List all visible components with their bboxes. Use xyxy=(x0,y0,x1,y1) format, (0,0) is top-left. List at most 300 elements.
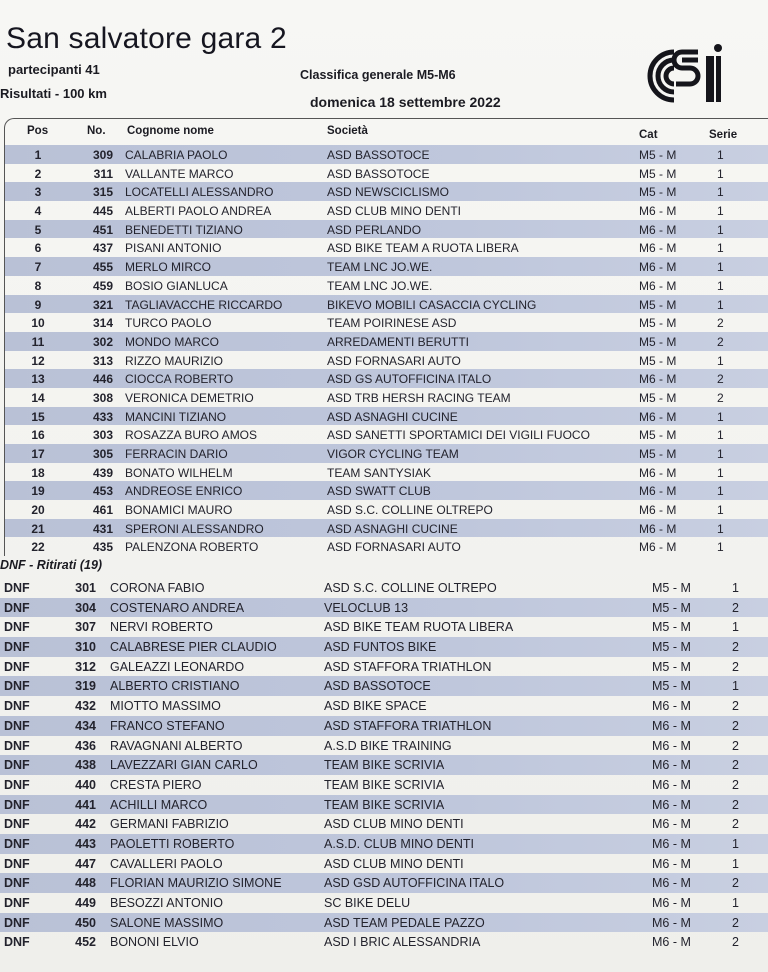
cell-pos: 16 xyxy=(31,428,45,443)
cell-team: ASD FORNASARI AUTO xyxy=(327,353,461,368)
cell-team: VELOCLUB 13 xyxy=(324,600,409,615)
cell-name: CALABRIA PAOLO xyxy=(125,148,228,162)
cell-number: 309 xyxy=(92,148,113,162)
cell-name: GALEAZZI LEONARDO xyxy=(110,659,245,674)
cell-category: M6 - M xyxy=(639,372,677,387)
cell-team: VIGOR CYCLING TEAM xyxy=(327,447,459,461)
cell-serie: 2 xyxy=(732,659,739,674)
csi-logo-icon xyxy=(646,42,728,108)
cell-serie: 2 xyxy=(732,876,739,891)
cell-serie: 1 xyxy=(717,260,724,275)
cell-category: M6 - M xyxy=(652,856,691,871)
table-row xyxy=(0,598,768,618)
cell-team: ASD BASSOTOCE xyxy=(324,679,431,694)
cell-team: ASD BIKE SPACE xyxy=(324,699,427,714)
cell-pos: 6 xyxy=(34,241,42,256)
cell-category: M6 - M xyxy=(639,260,677,275)
cell-number: 305 xyxy=(92,447,113,461)
cell-team: ASD BIKE TEAM A RUOTA LIBERA xyxy=(327,241,519,256)
cell-number: 310 xyxy=(75,640,96,655)
cell-number: 431 xyxy=(92,521,113,536)
cell-number: 437 xyxy=(92,241,113,256)
cell-name: MERLO MIRCO xyxy=(125,260,212,275)
cell-category: M6 - M xyxy=(652,896,691,910)
cell-pos: 8 xyxy=(34,278,42,293)
cell-serie: 1 xyxy=(717,166,724,181)
cell-number: 442 xyxy=(75,817,96,832)
cell-pos: 20 xyxy=(31,503,45,518)
cell-team: SC BIKE DELU xyxy=(324,896,411,910)
table-row xyxy=(0,795,768,815)
table-header xyxy=(5,119,768,145)
cell-category: M6 - M xyxy=(639,540,677,555)
cell-pos: 14 xyxy=(31,390,45,405)
cell-name: BONONI ELVIO xyxy=(110,935,199,950)
cell-category: M5 - M xyxy=(639,428,677,443)
cell-name: BENEDETTI TIZIANO xyxy=(125,222,243,237)
cell-serie: 1 xyxy=(717,297,724,312)
cell-team: ASD BIKE TEAM RUOTA LIBERA xyxy=(324,620,514,635)
cell-name: CORONA FABIO xyxy=(110,581,205,595)
table-row xyxy=(5,201,768,220)
cell-name: ALBERTO CRISTIANO xyxy=(110,679,240,694)
cell-pos: DNF xyxy=(4,718,30,733)
cell-team: ASD TRB HERSH RACING TEAM xyxy=(327,390,511,405)
table-row xyxy=(5,145,768,164)
cell-category: M6 - M xyxy=(652,718,691,733)
cell-team: ASD STAFFORA TRIATHLON xyxy=(324,659,492,674)
table-row xyxy=(5,537,768,556)
cell-category: M6 - M xyxy=(639,521,677,536)
table-row xyxy=(0,893,768,913)
cell-category: M6 - M xyxy=(652,915,691,930)
cell-name: ROSAZZA BURO AMOS xyxy=(125,428,258,443)
cell-name: CAVALLERI PAOLO xyxy=(110,856,223,871)
cell-pos: 13 xyxy=(31,372,45,387)
table-row xyxy=(0,676,768,696)
cell-number: 321 xyxy=(92,297,113,312)
cell-pos: 21 xyxy=(31,521,45,536)
cell-pos: 2 xyxy=(34,166,42,181)
cell-serie: 2 xyxy=(732,817,739,832)
cell-number: 446 xyxy=(92,372,113,387)
cell-category: M5 - M xyxy=(639,166,677,181)
cell-category: M6 - M xyxy=(639,222,677,237)
cell-serie: 2 xyxy=(732,718,739,733)
cell-category: M5 - M xyxy=(652,581,691,595)
cell-team: ASD BASSOTOCE xyxy=(327,166,430,181)
cell-number: 438 xyxy=(75,758,96,773)
cell-pos: 11 xyxy=(31,334,45,349)
cell-team: ASD FORNASARI AUTO xyxy=(327,540,461,555)
cell-serie: 1 xyxy=(717,465,724,480)
cell-category: M6 - M xyxy=(639,278,677,293)
cell-serie: 2 xyxy=(732,640,739,655)
cell-team: BIKEVO MOBILI CASACCIA CYCLING xyxy=(327,297,537,312)
cell-category: M5 - M xyxy=(652,679,691,694)
cell-serie: 2 xyxy=(732,935,739,950)
cell-name: MIOTTO MASSIMO xyxy=(110,699,221,714)
cell-pos: DNF xyxy=(4,915,30,930)
table-row xyxy=(5,369,768,388)
col-cat: Cat xyxy=(639,129,658,141)
cell-name: CALABRESE PIER CLAUDIO xyxy=(110,640,277,655)
cell-pos: DNF xyxy=(4,699,30,714)
cell-team: ASD TEAM PEDALE PAZZO xyxy=(324,915,485,930)
cell-serie: 2 xyxy=(717,334,724,349)
cell-team: ASD NEWSCICLISMO xyxy=(327,185,450,200)
cell-serie: 2 xyxy=(732,600,739,615)
dnf-table xyxy=(0,578,768,952)
cell-pos: 15 xyxy=(31,409,45,424)
cell-pos: DNF xyxy=(4,581,30,595)
dnf-title: DNF - Ritirati (19) xyxy=(0,558,103,572)
cell-name: CIOCCA ROBERTO xyxy=(125,372,234,387)
cell-serie: 1 xyxy=(732,836,739,851)
cell-number: 433 xyxy=(92,409,113,424)
cell-name: PISANI ANTONIO xyxy=(125,241,222,256)
cell-name: VALLANTE MARCO xyxy=(125,166,234,181)
col-pos: Pos xyxy=(27,125,49,137)
cell-pos: 5 xyxy=(34,222,42,237)
cell-pos: 7 xyxy=(34,260,42,275)
cell-category: M6 - M xyxy=(639,503,677,518)
cell-number: 304 xyxy=(75,600,96,615)
cell-serie: 1 xyxy=(717,540,724,555)
classification-title: Classifica generale M5-M6 xyxy=(300,68,456,82)
cell-number: 447 xyxy=(75,856,96,871)
table-row xyxy=(0,775,768,795)
cell-number: 448 xyxy=(75,876,96,891)
cell-category: M5 - M xyxy=(639,316,677,331)
cell-team: TEAM POIRINESE ASD xyxy=(327,316,457,331)
cell-pos: DNF xyxy=(4,896,30,910)
cell-team: TEAM BIKE SCRIVIA xyxy=(324,797,445,812)
cell-category: M6 - M xyxy=(652,876,691,891)
cell-number: 459 xyxy=(92,278,113,293)
cell-team: ASD S.C. COLLINE OLTREPO xyxy=(324,581,497,595)
cell-team: ASD BASSOTOCE xyxy=(327,148,430,162)
cell-number: 319 xyxy=(75,679,96,694)
cell-team: TEAM BIKE SCRIVIA xyxy=(324,777,445,792)
cell-serie: 2 xyxy=(717,372,724,387)
table-row xyxy=(5,220,768,239)
cell-number: 451 xyxy=(92,222,113,237)
cell-number: 432 xyxy=(75,699,96,714)
col-team: Società xyxy=(327,125,368,137)
cell-number: 301 xyxy=(75,581,96,595)
cell-category: M6 - M xyxy=(639,465,677,480)
table-row xyxy=(5,332,768,351)
cell-pos: DNF xyxy=(4,679,30,694)
cell-name: SALONE MASSIMO xyxy=(110,915,224,930)
cell-number: 308 xyxy=(92,390,113,405)
cell-team: ASD PERLANDO xyxy=(327,222,422,237)
cell-pos: 18 xyxy=(31,465,45,480)
table-row xyxy=(0,854,768,874)
table-row xyxy=(0,617,768,637)
table-row xyxy=(5,182,768,201)
cell-pos: 1 xyxy=(34,148,42,162)
table-row xyxy=(0,736,768,756)
table-row xyxy=(5,519,768,538)
cell-number: 453 xyxy=(92,484,113,499)
cell-serie: 2 xyxy=(732,777,739,792)
table-row xyxy=(5,257,768,276)
cell-team: TEAM SANTYSIAK xyxy=(327,465,432,480)
cell-serie: 1 xyxy=(717,428,724,443)
cell-category: M5 - M xyxy=(639,334,677,349)
cell-pos: DNF xyxy=(4,777,30,792)
cell-pos: 10 xyxy=(31,316,45,331)
cell-category: M5 - M xyxy=(652,620,691,635)
cell-category: M5 - M xyxy=(652,640,691,655)
cell-number: 435 xyxy=(92,540,113,555)
cell-category: M6 - M xyxy=(652,699,691,714)
table-row xyxy=(5,295,768,314)
cell-category: M6 - M xyxy=(652,935,691,950)
cell-pos: DNF xyxy=(4,817,30,832)
cell-serie: 1 xyxy=(732,856,739,871)
table-row xyxy=(5,238,768,257)
cell-team: ASD I BRIC ALESSANDRIA xyxy=(324,935,481,950)
cell-pos: DNF xyxy=(4,797,30,812)
participants-count: partecipanti 41 xyxy=(8,62,100,77)
cell-serie: 2 xyxy=(732,738,739,753)
cell-name: RIZZO MAURIZIO xyxy=(125,353,223,368)
cell-team: TEAM LNC JO.WE. xyxy=(327,260,433,275)
col-name: Cognome nome xyxy=(127,125,214,137)
cell-number: 440 xyxy=(75,777,96,792)
cell-name: GERMANI FABRIZIO xyxy=(110,817,229,832)
cell-category: M5 - M xyxy=(652,600,691,615)
col-serie: Serie xyxy=(709,129,738,141)
cell-category: M6 - M xyxy=(652,797,691,812)
cell-team: ASD CLUB MINO DENTI xyxy=(324,856,464,871)
table-row xyxy=(0,755,768,775)
table-row xyxy=(5,500,768,519)
cell-serie: 1 xyxy=(732,896,739,910)
cell-pos: DNF xyxy=(4,876,30,891)
table-row xyxy=(0,814,768,834)
cell-serie: 1 xyxy=(717,185,724,200)
cell-category: M5 - M xyxy=(652,659,691,674)
cell-name: RAVAGNANI ALBERTO xyxy=(110,738,243,753)
cell-number: 302 xyxy=(92,334,113,349)
cell-number: 441 xyxy=(75,797,96,812)
cell-category: M6 - M xyxy=(652,758,691,773)
cell-pos: DNF xyxy=(4,856,30,871)
cell-pos: DNF xyxy=(4,640,30,655)
cell-category: M5 - M xyxy=(639,353,677,368)
cell-category: M6 - M xyxy=(652,836,691,851)
cell-pos: DNF xyxy=(4,836,30,851)
cell-category: M6 - M xyxy=(639,484,677,499)
cell-serie: 2 xyxy=(717,316,724,331)
cell-pos: 9 xyxy=(34,297,42,312)
table-row xyxy=(0,932,768,952)
cell-number: 452 xyxy=(75,935,96,950)
race-date: domenica 18 settembre 2022 xyxy=(310,94,501,110)
cell-category: M6 - M xyxy=(652,817,691,832)
cell-serie: 1 xyxy=(732,679,739,694)
table-row xyxy=(5,388,768,407)
results-distance: Risultati - 100 km xyxy=(0,86,107,101)
cell-name: LOCATELLI ALESSANDRO xyxy=(125,185,274,200)
cell-team: TEAM BIKE SCRIVIA xyxy=(324,758,445,773)
cell-serie: 1 xyxy=(717,204,724,219)
cell-team: A.S.D. CLUB MINO DENTI xyxy=(324,836,475,851)
cell-number: 449 xyxy=(75,896,96,910)
cell-number: 461 xyxy=(92,503,113,518)
cell-pos: DNF xyxy=(4,600,30,615)
table-row xyxy=(0,716,768,736)
table-row xyxy=(0,657,768,677)
cell-category: M5 - M xyxy=(639,185,677,200)
cell-serie: 1 xyxy=(732,581,739,595)
cell-pos: 3 xyxy=(34,185,42,200)
cell-number: 450 xyxy=(75,915,96,930)
cell-serie: 1 xyxy=(717,222,724,237)
cell-number: 443 xyxy=(75,836,96,851)
table-row xyxy=(0,578,768,598)
cell-number: 434 xyxy=(75,718,96,733)
cell-name: ANDREOSE ENRICO xyxy=(125,484,243,499)
cell-serie: 1 xyxy=(717,521,724,536)
cell-pos: 4 xyxy=(34,204,42,219)
table-row xyxy=(5,425,768,444)
cell-number: 314 xyxy=(92,316,113,331)
table-row xyxy=(5,481,768,500)
cell-name: LAVEZZARI GIAN CARLO xyxy=(110,758,258,773)
cell-serie: 1 xyxy=(717,353,724,368)
cell-team: ASD GSD AUTOFFICINA ITALO xyxy=(324,876,505,891)
cell-team: ASD CLUB MINO DENTI xyxy=(324,817,464,832)
table-row xyxy=(0,913,768,933)
cell-pos: 12 xyxy=(31,353,45,368)
page-title: San salvatore gara 2 xyxy=(6,22,287,55)
cell-name: TURCO PAOLO xyxy=(125,316,212,331)
cell-name: PAOLETTI ROBERTO xyxy=(110,836,235,851)
cell-name: VERONICA DEMETRIO xyxy=(125,390,254,405)
cell-serie: 2 xyxy=(732,758,739,773)
cell-pos: 17 xyxy=(31,447,45,461)
cell-category: M5 - M xyxy=(639,297,677,312)
col-no: No. xyxy=(87,125,106,137)
cell-category: M5 - M xyxy=(639,390,677,405)
cell-serie: 1 xyxy=(732,620,739,635)
table-row xyxy=(5,463,768,482)
cell-team: ASD STAFFORA TRIATHLON xyxy=(324,718,492,733)
cell-number: 315 xyxy=(92,185,113,200)
cell-name: FRANCO STEFANO xyxy=(110,718,225,733)
cell-category: M5 - M xyxy=(639,148,677,162)
cell-pos: DNF xyxy=(4,659,30,674)
cell-pos: DNF xyxy=(4,620,30,635)
cell-number: 311 xyxy=(93,166,113,181)
cell-category: M6 - M xyxy=(652,738,691,753)
cell-serie: 1 xyxy=(717,278,724,293)
cell-name: NERVI ROBERTO xyxy=(110,620,213,635)
cell-serie: 1 xyxy=(717,503,724,518)
table-row xyxy=(5,444,768,463)
cell-serie: 1 xyxy=(717,484,724,499)
cell-name: FLORIAN MAURIZIO SIMONE xyxy=(110,876,282,891)
cell-name: FERRACIN DARIO xyxy=(125,447,228,461)
cell-name: CRESTA PIERO xyxy=(110,777,202,792)
cell-name: BONAMICI MAURO xyxy=(125,503,233,518)
cell-name: BESOZZI ANTONIO xyxy=(110,896,223,910)
cell-team: TEAM LNC JO.WE. xyxy=(327,278,433,293)
cell-team: ASD GS AUTOFFICINA ITALO xyxy=(327,372,492,387)
cell-serie: 2 xyxy=(717,390,724,405)
cell-name: ALBERTI PAOLO ANDREA xyxy=(125,204,272,219)
cell-name: MONDO MARCO xyxy=(125,334,219,349)
results-table xyxy=(4,118,768,556)
cell-number: 445 xyxy=(92,204,113,219)
cell-number: 455 xyxy=(92,260,113,275)
cell-name: TAGLIAVACCHE RICCARDO xyxy=(125,297,283,312)
cell-number: 303 xyxy=(92,428,113,443)
cell-name: BONATO WILHELM xyxy=(125,465,233,480)
cell-name: PALENZONA ROBERTO xyxy=(125,540,259,555)
cell-name: COSTENARO ANDREA xyxy=(110,600,245,615)
cell-category: M5 - M xyxy=(639,447,677,461)
table-row xyxy=(5,164,768,183)
cell-serie: 2 xyxy=(732,699,739,714)
cell-category: M6 - M xyxy=(639,409,677,424)
cell-serie: 2 xyxy=(732,915,739,930)
table-row xyxy=(5,351,768,370)
table-row xyxy=(5,407,768,426)
cell-number: 313 xyxy=(92,353,113,368)
cell-number: 312 xyxy=(75,659,96,674)
cell-number: 439 xyxy=(92,465,113,480)
cell-team: ASD S.C. COLLINE OLTREPO xyxy=(327,503,493,518)
cell-team: ASD SWATT CLUB xyxy=(327,484,431,499)
cell-category: M6 - M xyxy=(652,777,691,792)
cell-number: 307 xyxy=(75,620,96,635)
table-row xyxy=(0,637,768,657)
cell-name: SPERONI ALESSANDRO xyxy=(125,521,264,536)
table-row xyxy=(0,873,768,893)
cell-name: MANCINI TIZIANO xyxy=(125,409,227,424)
cell-serie: 1 xyxy=(717,241,724,256)
cell-team: ASD ASNAGHI CUCINE xyxy=(327,521,458,536)
cell-pos: DNF xyxy=(4,935,30,950)
cell-category: M6 - M xyxy=(639,204,677,219)
cell-pos: DNF xyxy=(4,738,30,753)
cell-serie: 1 xyxy=(717,447,724,461)
table-row xyxy=(5,313,768,332)
cell-serie: 1 xyxy=(717,409,724,424)
cell-number: 436 xyxy=(75,738,96,753)
table-row xyxy=(0,834,768,854)
cell-team: ARREDAMENTI BERUTTI xyxy=(327,334,470,349)
cell-name: BOSIO GIANLUCA xyxy=(125,278,228,293)
table-row xyxy=(0,696,768,716)
cell-team: ASD SANETTI SPORTAMICI DEI VIGILI FUOCO xyxy=(327,428,590,443)
cell-pos: 22 xyxy=(31,540,45,555)
cell-pos: DNF xyxy=(4,758,30,773)
cell-category: M6 - M xyxy=(639,241,677,256)
cell-team: ASD FUNTOS BIKE xyxy=(324,640,437,655)
cell-team: ASD ASNAGHI CUCINE xyxy=(327,409,458,424)
cell-team: A.S.D BIKE TRAINING xyxy=(324,738,452,753)
cell-serie: 2 xyxy=(732,797,739,812)
cell-pos: 19 xyxy=(31,484,45,499)
cell-name: ACHILLI MARCO xyxy=(110,797,208,812)
